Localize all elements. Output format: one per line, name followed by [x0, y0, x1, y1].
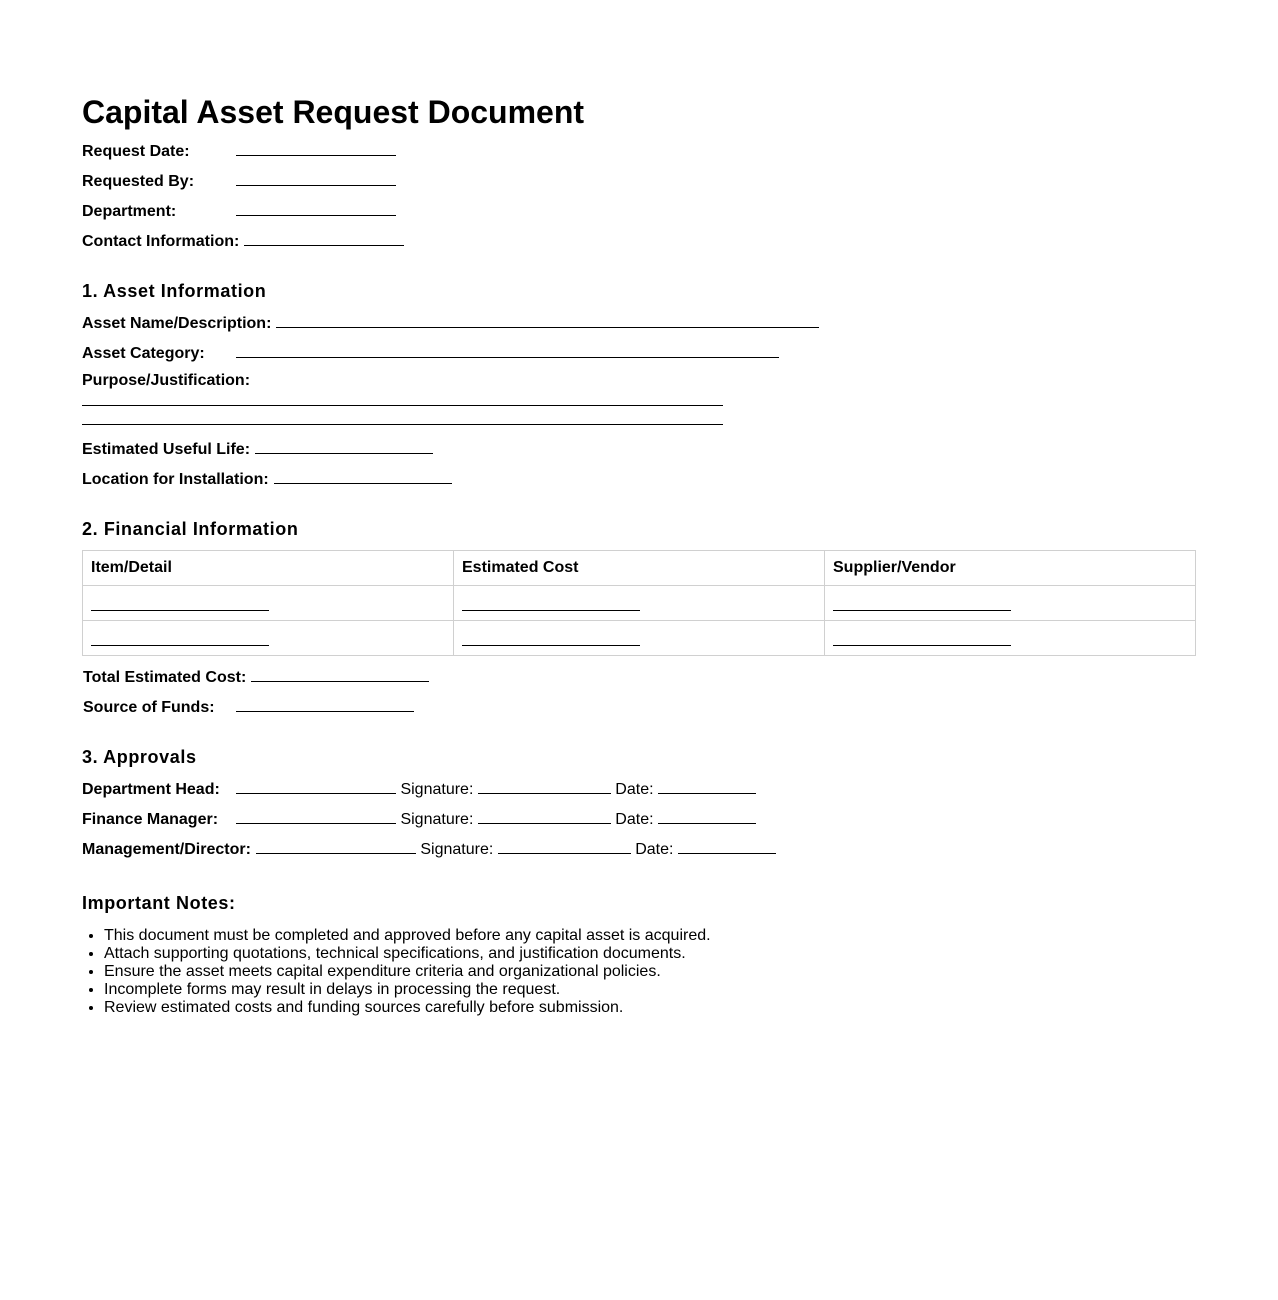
column-header-cost: Estimated Cost: [454, 551, 825, 586]
useful-life-label: Estimated Useful Life:: [82, 441, 251, 458]
table-cell: [454, 586, 825, 621]
table-header-row: [83, 551, 1196, 586]
approvals-heading: 3. Approvals: [82, 747, 197, 767]
date-input[interactable]: [658, 777, 756, 794]
approval-row-department-head: [82, 777, 756, 800]
signature-label: Signature:: [400, 781, 474, 798]
approval-role-label: Department Head:: [82, 781, 220, 798]
financial-table: [82, 550, 1196, 656]
purpose-label: Purpose/Justification:: [82, 372, 251, 389]
requested-by-input[interactable]: [236, 169, 396, 186]
asset-information-heading: 1. Asset Information: [82, 281, 267, 301]
table-row: [83, 586, 1196, 621]
location-label: Location for Installation:: [82, 471, 269, 488]
purpose-field: [82, 371, 250, 391]
location-field: [82, 467, 452, 490]
asset-category-label: Asset Category:: [82, 345, 205, 362]
list-item: • Review estimated costs and funding sources carefully before submission.: [104, 999, 711, 1017]
date-input[interactable]: [658, 807, 756, 824]
cost-input[interactable]: [462, 590, 640, 611]
important-notes-heading: Important Notes:: [82, 893, 236, 913]
financial-information-heading: 2. Financial Information: [82, 519, 299, 539]
list-item: • Ensure the asset meets capital expenditure criteria and organizational policies.: [104, 963, 711, 981]
notes-list: [82, 927, 711, 1017]
approval-row-management-director: [82, 837, 776, 860]
request-date-input[interactable]: [236, 139, 396, 156]
total-cost-field: [83, 665, 429, 688]
request-date-label: Request Date:: [82, 143, 190, 160]
signature-input[interactable]: [478, 807, 611, 824]
department-field: [82, 199, 396, 222]
purpose-line-2[interactable]: [82, 424, 723, 425]
department-label: Department:: [82, 203, 177, 220]
table-row: [83, 621, 1196, 656]
asset-name-field: [82, 311, 819, 334]
table-cell: [825, 621, 1196, 656]
approver-name-input[interactable]: [256, 837, 416, 854]
contact-information-field: [82, 229, 404, 252]
cost-input[interactable]: [462, 625, 640, 646]
asset-category-field: [82, 341, 779, 364]
source-of-funds-label: Source of Funds:: [83, 699, 215, 716]
contact-information-input[interactable]: [244, 229, 404, 246]
requested-by-field: [82, 169, 396, 192]
approval-role-label: Management/Director:: [82, 841, 251, 858]
source-of-funds-input[interactable]: [236, 695, 414, 712]
item-input[interactable]: [91, 625, 269, 646]
source-of-funds-field: [83, 695, 414, 718]
list-item: • Incomplete forms may result in delays in processing the request.: [104, 981, 711, 999]
approval-row-finance-manager: [82, 807, 756, 830]
table-cell: [83, 586, 454, 621]
total-cost-input[interactable]: [251, 665, 429, 682]
date-label: Date:: [615, 781, 654, 798]
useful-life-input[interactable]: [255, 437, 433, 454]
asset-category-input[interactable]: [236, 341, 779, 358]
approver-name-input[interactable]: [236, 777, 396, 794]
total-cost-label: Total Estimated Cost:: [83, 669, 247, 686]
date-label: Date:: [635, 841, 674, 858]
purpose-line-1[interactable]: [82, 405, 723, 406]
signature-input[interactable]: [498, 837, 631, 854]
date-input[interactable]: [678, 837, 776, 854]
signature-input[interactable]: [478, 777, 611, 794]
request-date-field: [82, 139, 396, 162]
department-input[interactable]: [236, 199, 396, 216]
table-cell: [454, 621, 825, 656]
approval-role-label: Finance Manager:: [82, 811, 219, 828]
table-cell: [825, 586, 1196, 621]
useful-life-field: [82, 437, 433, 460]
requested-by-label: Requested By:: [82, 173, 195, 190]
contact-information-label: Contact Information:: [82, 233, 240, 250]
asset-name-input[interactable]: [276, 311, 819, 328]
location-input[interactable]: [274, 467, 452, 484]
column-header-supplier: Supplier/Vendor: [825, 551, 1196, 586]
date-label: Date:: [615, 811, 654, 828]
document-title: Capital Asset Request Document: [82, 94, 585, 130]
asset-name-label: Asset Name/Description:: [82, 315, 272, 332]
column-header-item: Item/Detail: [83, 551, 454, 586]
list-item: • This document must be completed and approved before any capital asset is acquired.: [104, 927, 711, 945]
list-item: • Attach supporting quotations, technical specifications, and justification documents.: [104, 945, 711, 963]
supplier-input[interactable]: [833, 625, 1011, 646]
signature-label: Signature:: [400, 811, 474, 828]
signature-label: Signature:: [420, 841, 494, 858]
table-cell: [83, 621, 454, 656]
approver-name-input[interactable]: [236, 807, 396, 824]
item-input[interactable]: [91, 590, 269, 611]
supplier-input[interactable]: [833, 590, 1011, 611]
